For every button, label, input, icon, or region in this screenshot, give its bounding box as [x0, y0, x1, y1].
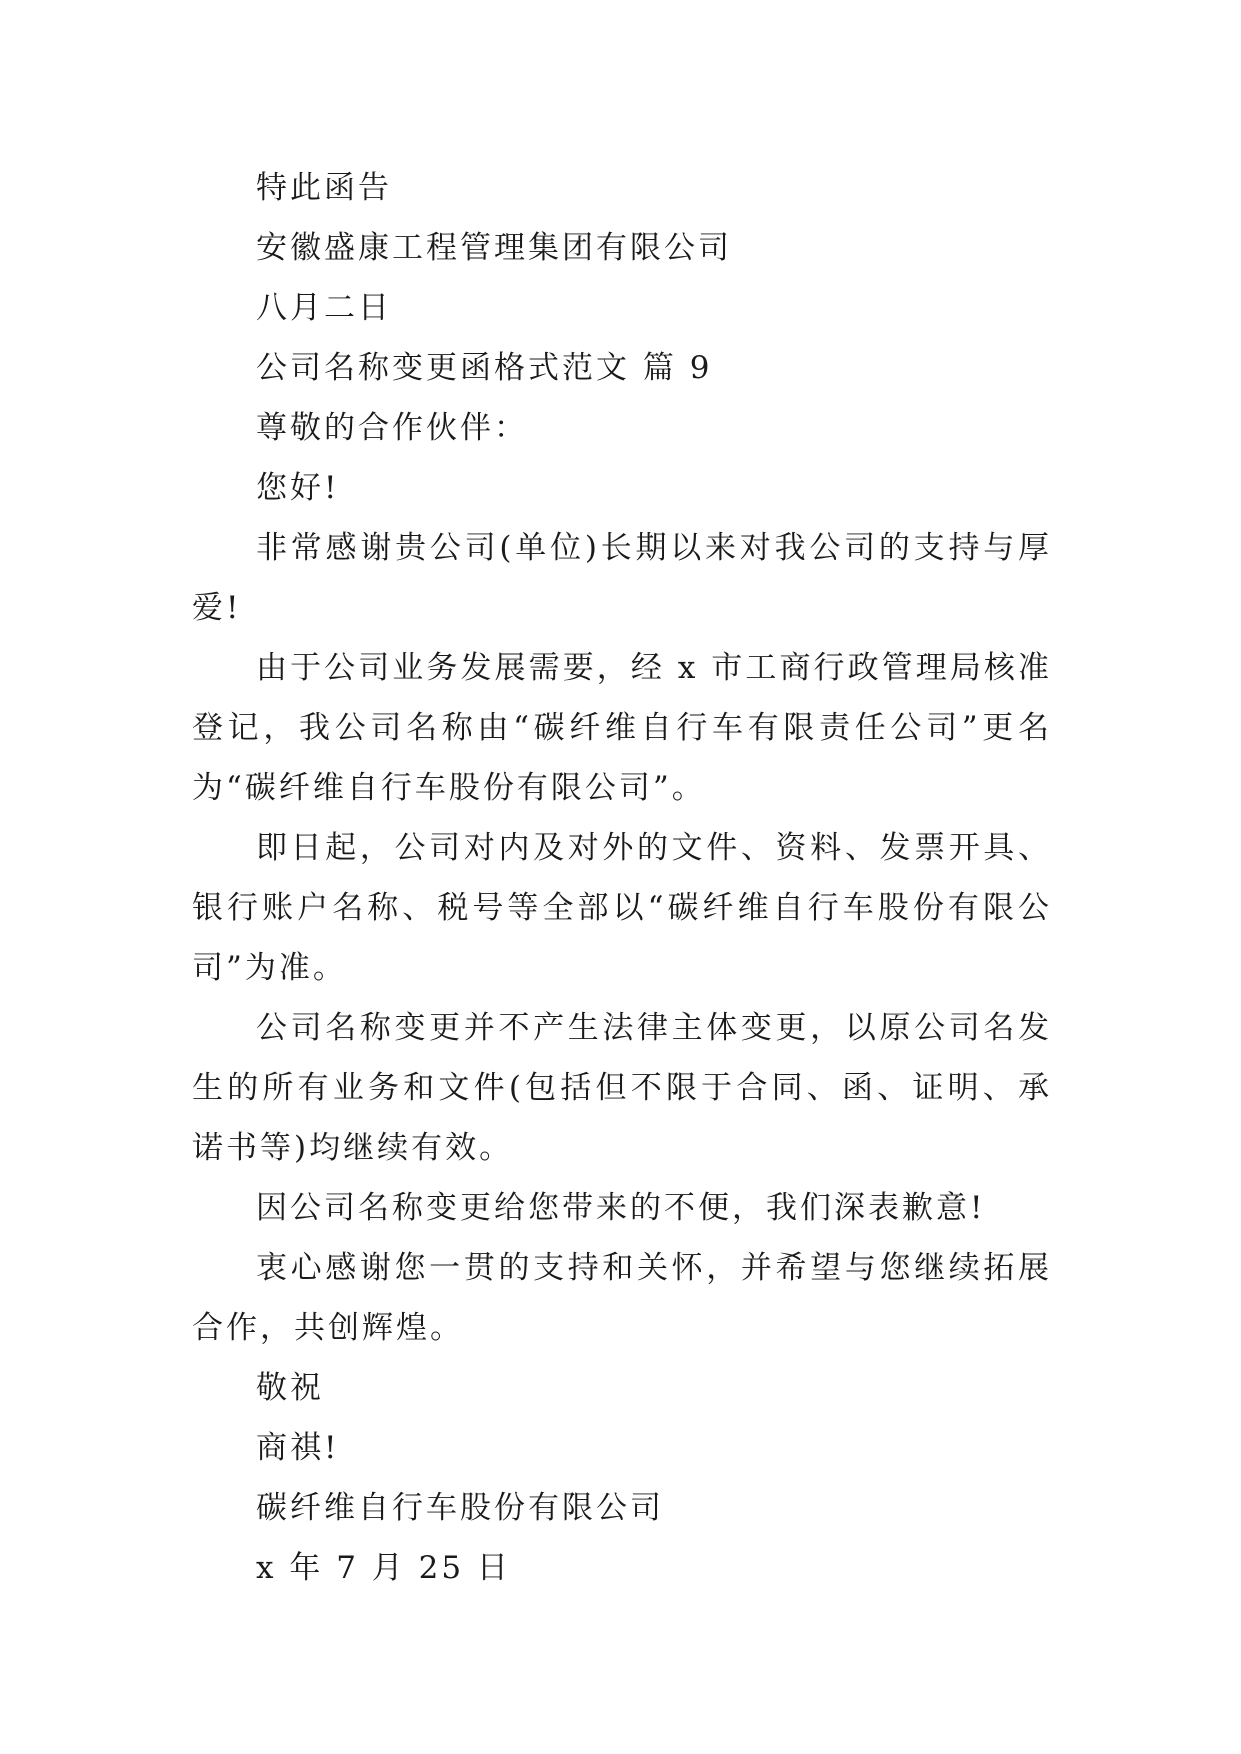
closing-notice: 特此函告: [256, 170, 392, 206]
paragraph-legal-entity: 公司名称变更并不产生法律主体变更，以原公司名发生的所有业务和文件(包括但不限于合同、函、证明、承诺书等)均继续有效。: [192, 1010, 1052, 1166]
section-heading: 公司名称变更函格式范文 篇 9: [256, 350, 713, 386]
closing-blessing: 商祺!: [256, 1430, 340, 1466]
salutation: 尊敬的合作伙伴：: [256, 410, 528, 446]
paragraph-apology: 因公司名称变更给您带来的不便，我们深表歉意!: [256, 1190, 986, 1226]
paragraph-name-change: 由于公司业务发展需要，经 x 市工商行政管理局核准登记，我公司名称由“碳纤维自行车有限责任公司”更名为“碳纤维自行车股份有限公司”。: [192, 650, 1052, 806]
signature-company: 碳纤维自行车股份有限公司: [256, 1490, 664, 1526]
letter-body: [192, 158, 1052, 1598]
sender-company-previous: 安徽盛康工程管理集团有限公司: [256, 230, 732, 266]
signature-date: x 年 7 月 25 日: [256, 1550, 511, 1586]
greeting: 您好!: [256, 470, 340, 506]
closing-wish: 敬祝: [256, 1370, 324, 1406]
paragraph-gratitude: 衷心感谢您一贯的支持和关怀，并希望与您继续拓展合作，共创辉煌。: [192, 1250, 1052, 1346]
date-previous: 八月二日: [256, 290, 392, 326]
paragraph-effective: 即日起，公司对内及对外的文件、资料、发票开具、银行账户名称、税号等全部以“碳纤维自行车股份有限公司”为准。: [192, 830, 1052, 986]
paragraph-thanks: 非常感谢贵公司(单位)长期以来对我公司的支持与厚爱!: [192, 530, 1052, 626]
